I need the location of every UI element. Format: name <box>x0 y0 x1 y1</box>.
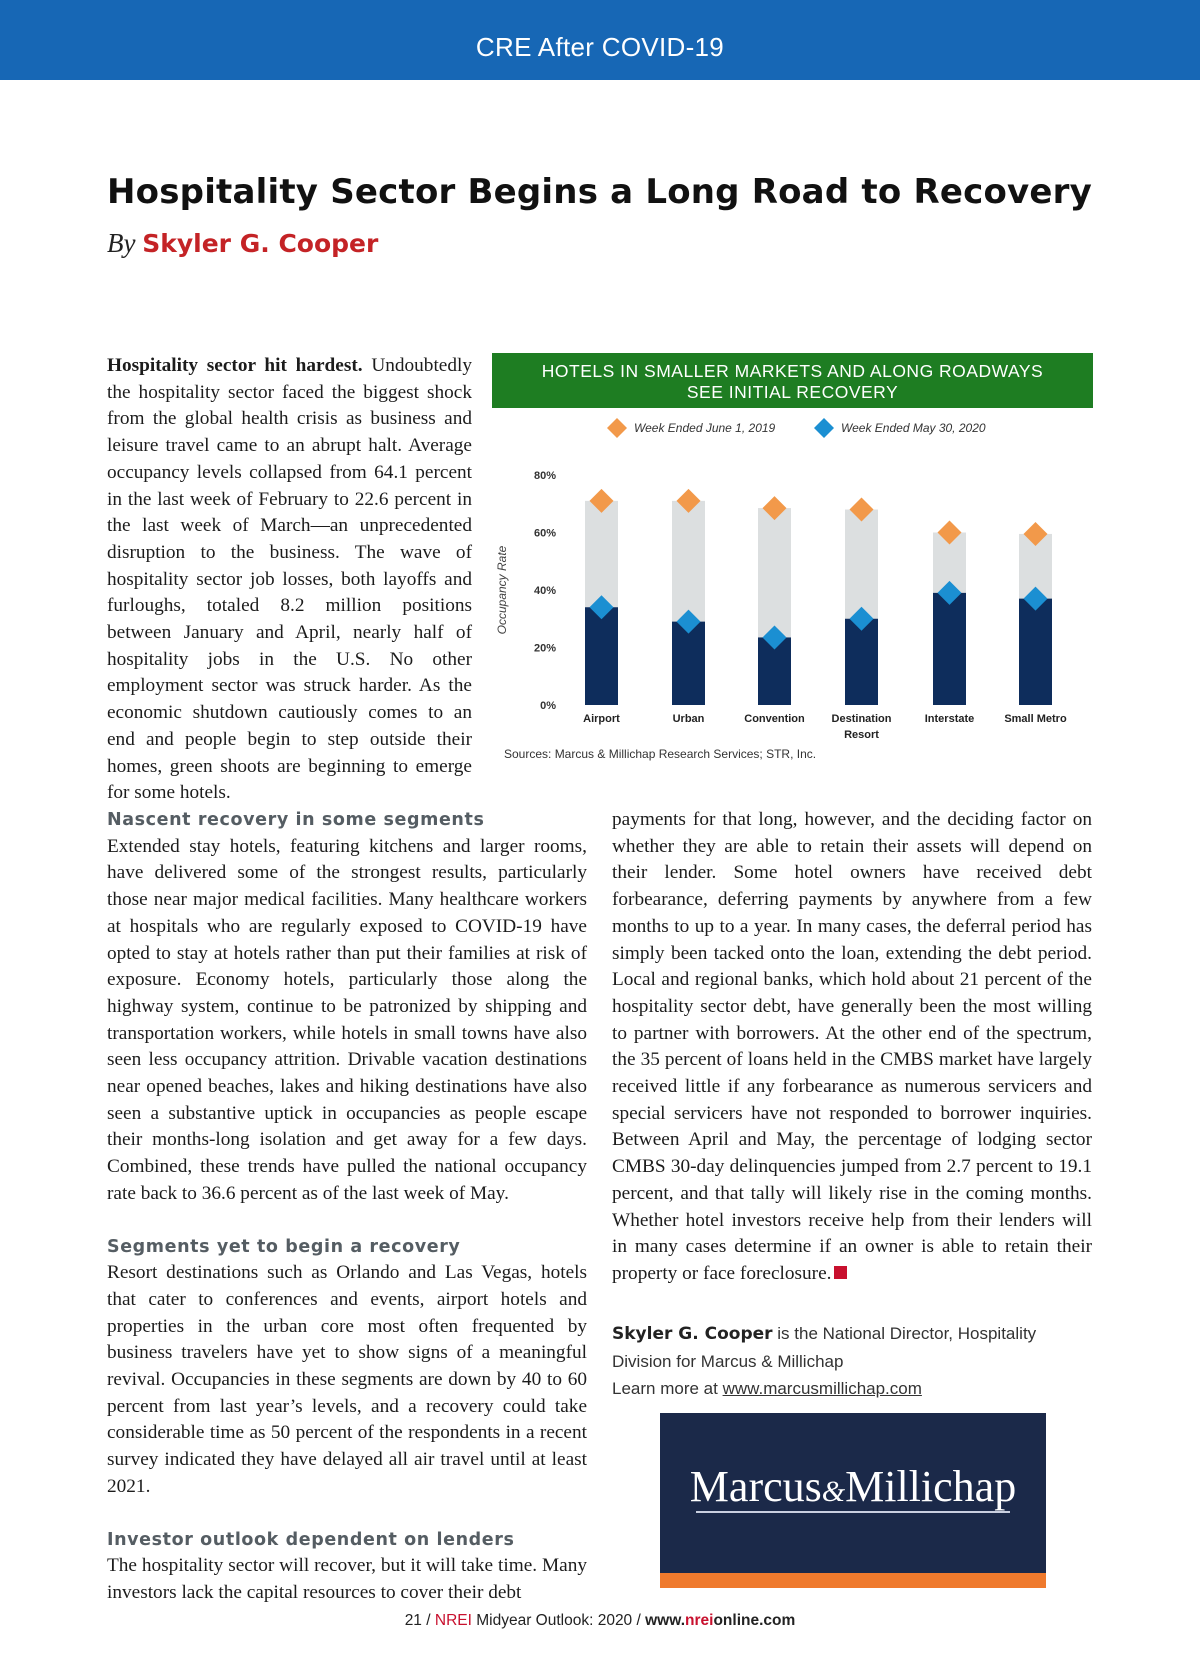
footer-url-brand: nrei <box>685 1612 714 1629</box>
bio-name: Skyler G. Cooper <box>612 1324 773 1344</box>
body-nascent: Extended stay hotels, featuring kitchens and larger rooms, have delivered some of the strongest results, particularly those near major medical facilities. Many healthcare workers at hospitals who are regularly exposed to COVID-19 have opted to stay at hotels rather than put their families at risk of exposure. Economy hotels, particularly those along the highway system, continue to be patronized by shipping and transportation workers, while hotels in small towns have also seen less occupancy attrition. Drivable vacation destinations near opened beaches, lakes and hiking destinations have also seen a substantive uptick in occupancies as people escape their months-long isolation and get away for a few days. Combined, these trends have pulled the national occupancy rate back to 36.6 percent as of the last week of May. <box>107 835 587 1204</box>
bio-learn-more: Learn more at <box>612 1379 718 1398</box>
chart-legend-label: Week Ended May 30, 2020 <box>841 421 986 435</box>
body-investor-part-2-wrapper <box>612 807 1092 1288</box>
bio-website-link[interactable]: www.marcusmillichap.com <box>722 1379 922 1398</box>
logo-text-left: Marcus <box>689 1462 822 1511</box>
chart-bar-2020 <box>845 619 878 705</box>
chart-plot <box>492 408 1093 763</box>
footer-url <box>645 1612 795 1629</box>
footer-url-prefix: www. <box>645 1612 686 1629</box>
chart-title <box>492 353 1093 408</box>
logo-wordmark <box>660 1461 1046 1512</box>
chart-legend-label: Week Ended June 1, 2019 <box>634 421 776 435</box>
footer-publication: Midyear Outlook: 2020 <box>476 1612 633 1629</box>
chart-title-line-1: HOTELS IN SMALLER MARKETS AND ALONG ROADWAYS <box>541 361 1044 381</box>
chart-y-tick-label: 40% <box>533 585 556 597</box>
footer-url-suffix: online.com <box>713 1612 796 1629</box>
left-column <box>107 807 587 1607</box>
heading-investor: Investor outlook dependent on lenders <box>107 1529 515 1550</box>
chart-category-label: Interstate <box>924 713 975 725</box>
body-investor-part-2: payments for that long, however, and the deciding factor on whether they are able to retain their assets will depend on their lender. Some hotel owners have received debt forbearance, deferring payments by anywhere from a few months to up to a year. In many cases, the deferral period has simply been tacked onto the loan, extending the debt period. Local and regional banks, which hold about 21 percent of the hospitality sector debt, have generally been the most willing to partner with borrowers. At the other end of the spectrum, the 35 percent of loans held in the CMBS market have largely received little if any forbearance as numerous servicers and special servicers have not responded to borrower inquiries. Between April and May, the percentage of lodging sector CMBS 30-day delinquencies jumped from 2.7 percent to 19.1 percent, and that tally will likely rise in the coming months. Whether hotel investors receive help from their lenders will in many cases determine if an owner is able to retain their property or face foreclosure. <box>612 809 1092 1284</box>
page-number: 21 <box>404 1612 422 1629</box>
chart-category-label: Destination <box>831 713 892 725</box>
chart-y-axis-label: Occupancy Rate <box>495 545 509 635</box>
chart-bar-2020 <box>933 593 966 705</box>
byline-prefix: By <box>107 228 136 258</box>
chart-source: Sources: Marcus & Millichap Research Services; STR, Inc. <box>504 747 817 761</box>
footer-separator: / <box>426 1612 431 1629</box>
intro-text: Undoubtedly the hospitality sector faced the biggest shock from the global health crisis as business and leisure travel came to an abrupt halt. Average occupancy levels collapsed from 64.1 percent in the last week of February to 22.6 percent in the last week of March—an unprecedented disruption to the business. The wave of hospitality sector job losses, both layoffs and furloughs, totaled 8.2 million positions between January and April, nearly half of hospitality jobs in the U.S. No other employment sector was struck harder. As the economic shutdown cautiously comes to an end and people begin to step outside their homes, green shoots are beginning to emerge for some hotels. <box>107 355 472 804</box>
footer-brand: NREI <box>434 1612 472 1629</box>
page-footer <box>0 1612 1200 1630</box>
section-banner <box>0 0 1200 80</box>
chart-bar-2020 <box>1019 599 1052 705</box>
chart-bar-2020 <box>672 622 705 705</box>
intro-paragraph <box>107 353 472 807</box>
right-column <box>612 807 1092 1288</box>
chart-y-tick-label: 60% <box>533 527 556 540</box>
bio-role: is the National Director, Hospitality Division for Marcus & Millichap <box>612 1324 1037 1371</box>
chart-y-tick-label: 0% <box>540 700 556 712</box>
logo-text-right: Millichap <box>845 1462 1017 1511</box>
body-investor-part-1: The hospitality sector will recover, but it will take time. Many investors lack the capital resources to cover their debt <box>107 1555 587 1603</box>
author-name: Skyler G. Cooper <box>142 229 379 258</box>
author-bio <box>612 1320 1092 1402</box>
body-not-yet: Resort destinations such as Orlando and Las Vegas, hotels that cater to conferences and events, airport hotels and properties in the urban core most often frequented by business travelers have yet to show signs of a meaningful revival. Occupancies in these segments are down by 40 to 60 percent from last year’s levels, and a recovery could take considerable time as 50 percent of the respondents in a recent survey indicated they have delayed all air travel until at least 2021. <box>107 1262 587 1497</box>
logo-underline <box>696 1511 1010 1513</box>
chart-y-tick-label: 20% <box>533 642 556 655</box>
chart-category-label: Convention <box>744 713 805 725</box>
chart-legend-marker <box>607 418 627 438</box>
chart-y-tick-label: 80% <box>533 470 556 482</box>
intro-lead-in: Hospitality sector hit hardest. <box>107 355 363 376</box>
article-headline: Hospitality Sector Begins a Long Road to Recovery <box>107 172 1092 212</box>
byline <box>107 228 378 259</box>
logo-ampersand: & <box>821 1475 846 1508</box>
intro-column <box>107 353 472 807</box>
banner-title: CRE After COVID-19 <box>475 32 725 62</box>
chart-category-label: Small Metro <box>1004 713 1067 725</box>
heading-not-yet: Segments yet to begin a recovery <box>107 1236 461 1257</box>
end-of-article-mark <box>834 1266 847 1279</box>
logo-accent-bar <box>660 1573 1046 1588</box>
chart-title-line-2: SEE INITIAL RECOVERY <box>686 382 899 402</box>
chart-category-label: Airport <box>583 713 620 725</box>
chart-legend-marker <box>814 418 834 438</box>
occupancy-chart <box>492 353 1093 763</box>
footer-separator-2: / <box>636 1612 641 1629</box>
chart-category-label: Resort <box>844 729 879 741</box>
chart-category-label: Urban <box>672 713 705 725</box>
marcus-millichap-logo <box>660 1413 1046 1588</box>
chart-bar-2020 <box>585 607 618 705</box>
heading-nascent: Nascent recovery in some segments <box>107 810 485 830</box>
